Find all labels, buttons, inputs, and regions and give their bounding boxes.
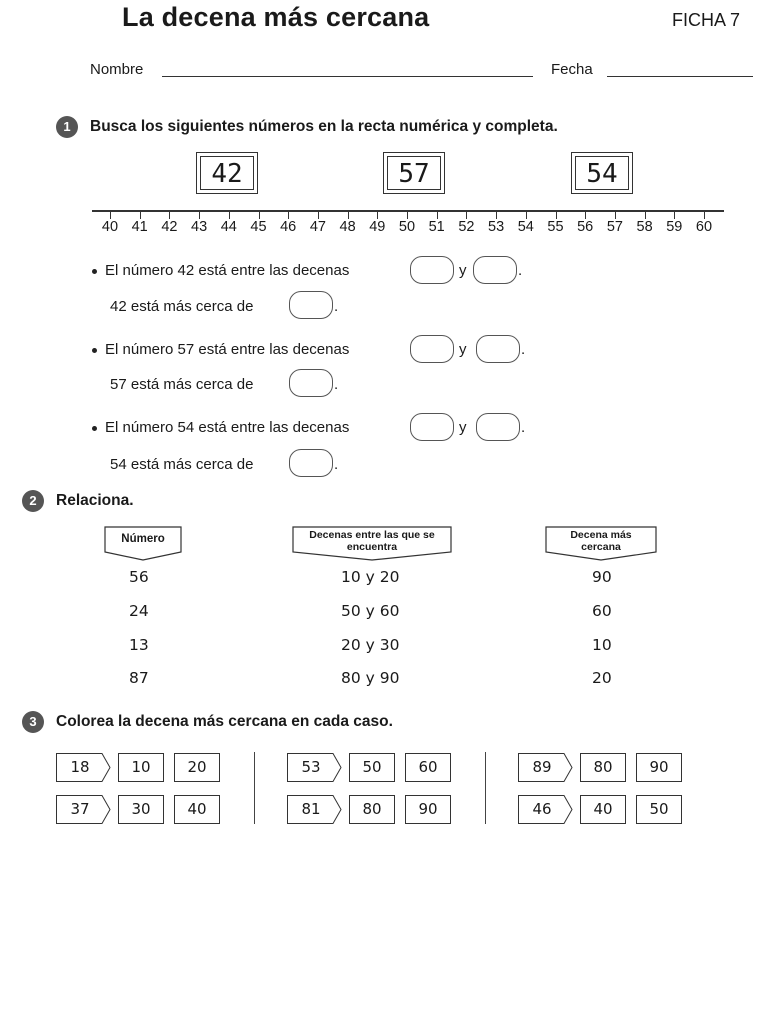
section-2-instruction: Relaciona.	[56, 492, 134, 509]
answer-box-1c[interactable]	[289, 291, 333, 319]
section-3-instruction: Colorea la decena más cercana en cada caso.	[56, 713, 393, 730]
header-number: Número	[121, 533, 165, 545]
target-number-2: 57	[387, 156, 441, 190]
group-divider-1	[254, 752, 255, 824]
name-field[interactable]	[162, 76, 533, 77]
closer-2-text: 57 está más cerca de	[110, 376, 254, 393]
name-label: Nombre	[90, 61, 144, 78]
number-line-tick	[674, 211, 675, 219]
number-line-label: 57	[606, 219, 623, 235]
and-label-1: y	[459, 262, 467, 279]
number-line-tick	[288, 211, 289, 219]
section-3-number: 3	[22, 711, 44, 733]
tens-option-box[interactable]: 50	[636, 795, 682, 824]
number-line-tick	[169, 211, 170, 219]
tens-option-box[interactable]: 90	[636, 753, 682, 782]
given-number-tag	[287, 753, 343, 782]
target-number-1: 42	[200, 156, 254, 190]
end-2b: .	[334, 376, 339, 393]
number-line-tick	[437, 211, 438, 219]
header-range: Decenas entre las que se encuentra	[309, 529, 435, 553]
given-number: 53	[301, 758, 321, 776]
closest-20[interactable]: 20	[592, 669, 612, 687]
number-line-tick	[377, 211, 378, 219]
section-1-instruction: Busca los siguientes números en la recta numérica y completa.	[90, 118, 558, 135]
given-number-tag	[287, 795, 343, 824]
tens-option-box[interactable]: 30	[118, 795, 164, 824]
number-line-label: 52	[458, 219, 475, 235]
section-2-number: 2	[22, 490, 44, 512]
end-2a: .	[521, 341, 526, 358]
end-3a: .	[521, 419, 526, 436]
statement-2	[92, 341, 349, 358]
end-1b: .	[334, 298, 339, 315]
number-line-label: 48	[339, 219, 356, 235]
number-line-tick	[199, 211, 200, 219]
number-line-tick	[645, 211, 646, 219]
answer-box-3b[interactable]	[476, 413, 520, 441]
tens-option-box[interactable]: 60	[405, 753, 451, 782]
number-line-label: 44	[220, 219, 237, 235]
number-line-label: 60	[695, 219, 713, 235]
bullet-icon	[92, 426, 97, 431]
tens-option-box[interactable]: 10	[118, 753, 164, 782]
given-number: 81	[301, 800, 321, 818]
and-label-3: y	[459, 419, 467, 436]
given-number-tag	[56, 795, 112, 824]
number-line-label: 47	[309, 219, 326, 235]
tens-option-box[interactable]: 90	[405, 795, 451, 824]
number-line	[92, 210, 724, 212]
tens-option-box[interactable]: 80	[580, 753, 626, 782]
number-line-tick	[229, 211, 230, 219]
number-24[interactable]: 24	[129, 602, 149, 620]
number-line-label: 50	[398, 219, 416, 235]
number-line-label: 51	[428, 219, 445, 235]
number-line-label: 49	[369, 219, 386, 235]
number-line-tick	[496, 211, 497, 219]
target-box-3	[571, 152, 633, 194]
range-20-30[interactable]: 20 y 30	[341, 636, 400, 654]
answer-box-1b[interactable]	[473, 256, 517, 284]
page-title: La decena más cercana	[122, 2, 430, 32]
answer-box-2c[interactable]	[289, 369, 333, 397]
target-number-3: 54	[575, 156, 629, 190]
given-number: 46	[532, 800, 552, 818]
statement-3	[92, 419, 349, 436]
header-closest: Decena más cercana	[570, 529, 632, 553]
tens-option-box[interactable]: 20	[174, 753, 220, 782]
number-line-tick	[556, 211, 557, 219]
number-line-tick	[110, 211, 111, 219]
given-number-tag	[518, 753, 574, 782]
closest-10[interactable]: 10	[592, 636, 612, 654]
number-line-tick	[318, 211, 319, 219]
given-number: 37	[70, 800, 90, 818]
closer-1-text: 42 está más cerca de	[110, 298, 254, 315]
closest-90[interactable]: 90	[592, 568, 612, 586]
answer-box-3a[interactable]	[410, 413, 454, 441]
number-line-tick	[585, 211, 586, 219]
target-box-2	[383, 152, 445, 194]
number-87[interactable]: 87	[129, 669, 149, 687]
tens-option-box[interactable]: 40	[174, 795, 220, 824]
number-line-tick	[526, 211, 527, 219]
given-number: 18	[70, 758, 90, 776]
statement-1-text: El número 42 está entre las decenas	[105, 262, 350, 279]
range-50-60[interactable]: 50 y 60	[341, 602, 400, 620]
statement-1	[92, 262, 349, 279]
number-line-tick	[466, 211, 467, 219]
range-10-20[interactable]: 10 y 20	[341, 568, 400, 586]
end-1a: .	[518, 262, 523, 279]
answer-box-1a[interactable]	[410, 256, 454, 284]
number-line-label: 59	[666, 219, 683, 235]
statement-2-text: El número 57 está entre las decenas	[105, 341, 350, 358]
number-line-tick	[259, 211, 260, 219]
answer-box-3c[interactable]	[289, 449, 333, 477]
number-line-label: 40	[101, 219, 119, 235]
bullet-icon	[92, 269, 97, 274]
number-line-tick	[615, 211, 616, 219]
given-number-tag	[518, 795, 574, 824]
number-line-label: 56	[577, 219, 594, 235]
number-line-label: 58	[636, 219, 653, 235]
number-line-label: 53	[488, 219, 505, 235]
and-label-2: y	[459, 341, 467, 358]
number-line-label: 54	[517, 219, 534, 235]
answer-box-2a[interactable]	[410, 335, 454, 363]
section-1-number: 1	[56, 116, 78, 138]
number-line-tick	[704, 211, 705, 219]
end-3b: .	[334, 456, 339, 473]
number-line-label: 43	[191, 219, 208, 235]
given-number: 89	[532, 758, 552, 776]
number-13[interactable]: 13	[129, 636, 149, 654]
date-field[interactable]	[607, 76, 753, 77]
closest-60[interactable]: 60	[592, 602, 612, 620]
sheet-number: FICHA 7	[672, 10, 741, 30]
bullet-icon	[92, 348, 97, 353]
tens-option-box[interactable]: 50	[349, 753, 395, 782]
target-box-1	[196, 152, 258, 194]
answer-box-2b[interactable]	[476, 335, 520, 363]
range-80-90[interactable]: 80 y 90	[341, 669, 400, 687]
tens-option-box[interactable]: 80	[349, 795, 395, 824]
number-line-label: 42	[161, 219, 178, 235]
statement-3-text: El número 54 está entre las decenas	[105, 419, 350, 436]
number-line-tick	[348, 211, 349, 219]
date-label: Fecha	[551, 61, 593, 78]
tens-option-box[interactable]: 40	[580, 795, 626, 824]
given-number-tag	[56, 753, 112, 782]
number-line-label: 55	[547, 219, 564, 235]
number-line-label: 41	[131, 219, 148, 235]
number-line-tick	[407, 211, 408, 219]
group-divider-2	[485, 752, 486, 824]
number-line-label: 45	[250, 219, 267, 235]
number-line-label: 46	[280, 219, 297, 235]
number-56[interactable]: 56	[129, 568, 149, 586]
closer-3-text: 54 está más cerca de	[110, 456, 254, 473]
number-line-tick	[140, 211, 141, 219]
